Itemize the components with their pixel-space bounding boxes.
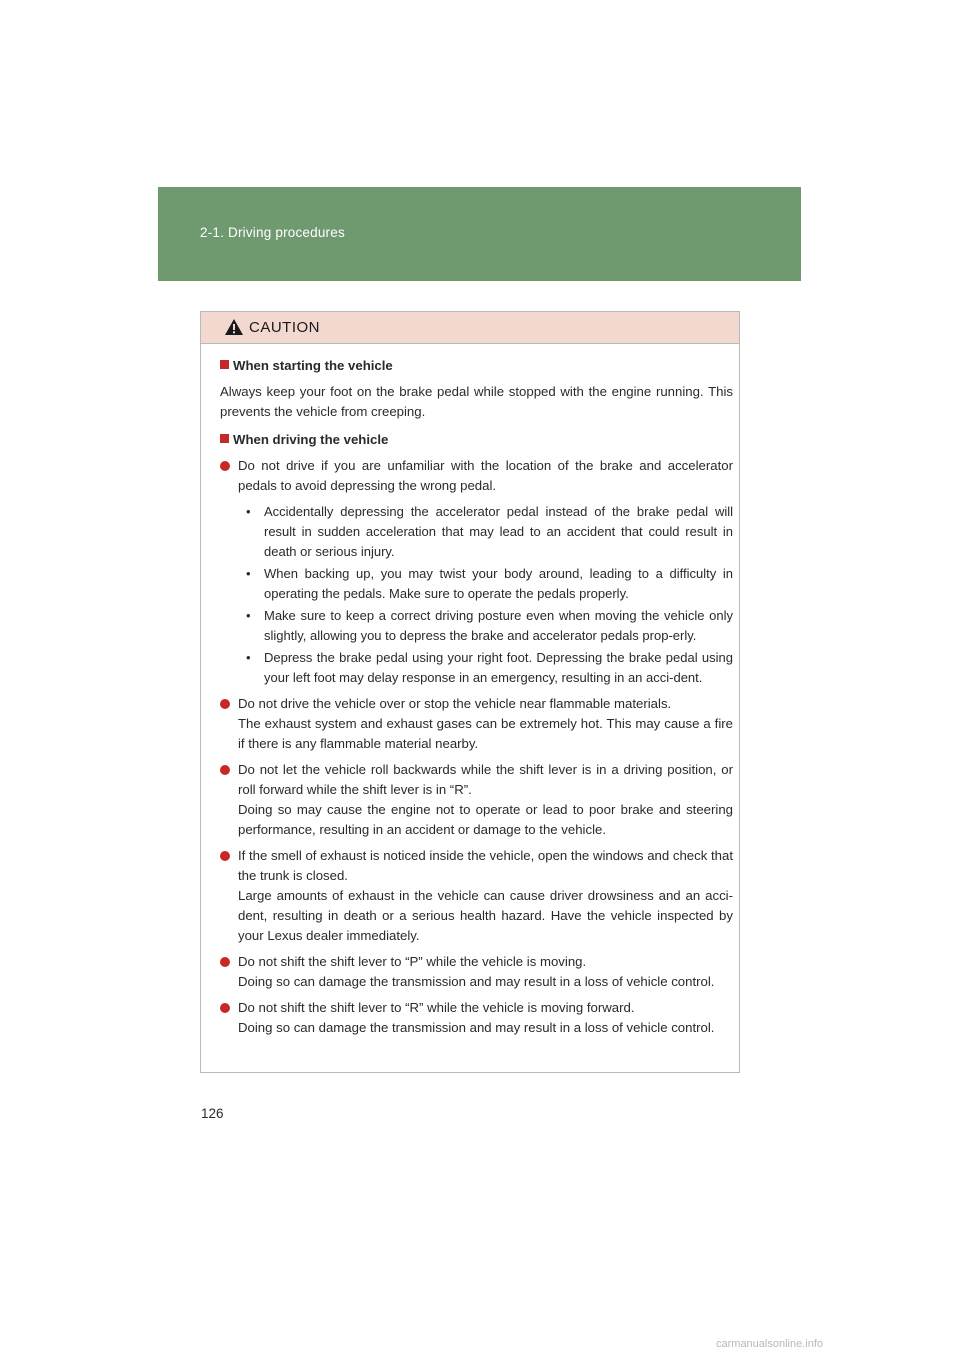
caution-bullet: Do not let the vehicle roll backwards while the shift lever is in a driving position, or roll forward while the shift lever is in “R”. Doing so may cause the engine not to operate or lead to poor brake and steering performance, resulting in an accident or damage to the vehicle. [220,760,733,840]
red-square-icon [220,434,229,443]
red-bullet-icon [220,461,230,471]
page-number: 126 [201,1106,224,1121]
list-item: • Accidentally depressing the accelerator pedal instead of the brake pedal will result in sudden acceleration that may lead to an accident that could result in death or serious injury. [246,504,733,559]
section-heading: When starting the vehicle [220,356,733,376]
caution-title: CAUTION [249,319,320,336]
caution-content [201,344,739,1038]
caution-bullet: Do not shift the shift lever to “R” while the vehicle is moving forward. Doing so can damage the transmission and may result in a loss of vehicle control. [220,998,733,1038]
sub-list [238,502,733,688]
caution-bullet: Do not drive the vehicle over or stop the vehicle near flammable materials. The exhaust system and exhaust gases can be extremely hot. This may cause a fire if there is any flammable material nearby. [220,694,733,754]
paragraph: Always keep your foot on the brake pedal while stopped with the engine running. This prevents the vehicle from creeping. [220,384,733,419]
section-title: 2-1. Driving procedures [200,225,345,240]
section-heading: When driving the vehicle [220,430,733,450]
red-bullet-icon [220,851,230,861]
caution-bullet: Do not shift the shift lever to “P” while the vehicle is moving. Doing so can damage the transmission and may result in a loss of vehicle control. [220,952,733,992]
list-item: • When backing up, you may twist your body around, leading to a difficulty in operating the pedals. Make sure to operate the pedals properly. [246,566,733,601]
red-square-icon [220,360,229,369]
warning-triangle-icon [224,318,244,336]
caution-header [201,312,739,344]
red-bullet-icon [220,765,230,775]
section-header-band [158,187,801,281]
red-bullet-icon [220,957,230,967]
caution-bullet: If the smell of exhaust is noticed inside the vehicle, open the windows and check that the trunk is closed. Large amounts of exhaust in the vehicle can cause driver drowsiness and an acci-dent, resulting in death or a serious health hazard. Have the vehicle inspected by your Lexus dealer immediately. [220,846,733,946]
caution-box [200,311,740,1073]
list-item: • Depress the brake pedal using your right foot. Depressing the brake pedal using your left foot may delay response in an emergency, resulting in an acci-dent. [246,650,733,685]
red-bullet-icon [220,699,230,709]
red-bullet-icon [220,1003,230,1013]
watermark: carmanualsonline.info [716,1338,824,1350]
list-item: • Make sure to keep a correct driving posture even when moving the vehicle only slightly, allowing you to depress the brake and accelerator pedals prop-erly. [246,608,733,643]
caution-bullet: Do not drive if you are unfamiliar with the location of the brake and accelerator pedals to avoid depressing the wrong pedal. • Accidentally depressing the accelerator pedal instead of the brake pedal will result in sudden acceleration that may lead to an accident that could result in death or serious injury. • When backing up, you may twist your body around, leading to a difficulty in operating the pedals. Make sure to operate the pedals properly. • Make sure to keep a correct driving posture even when moving the vehicle only slightly, allowing you to depress the brake and accelerator pedals prop-erly. • Depress the brake pedal using your right foot. Depressing the brake pedal using your left foot may delay response in an emergency, resulting in an acci-dent. [220,456,733,688]
